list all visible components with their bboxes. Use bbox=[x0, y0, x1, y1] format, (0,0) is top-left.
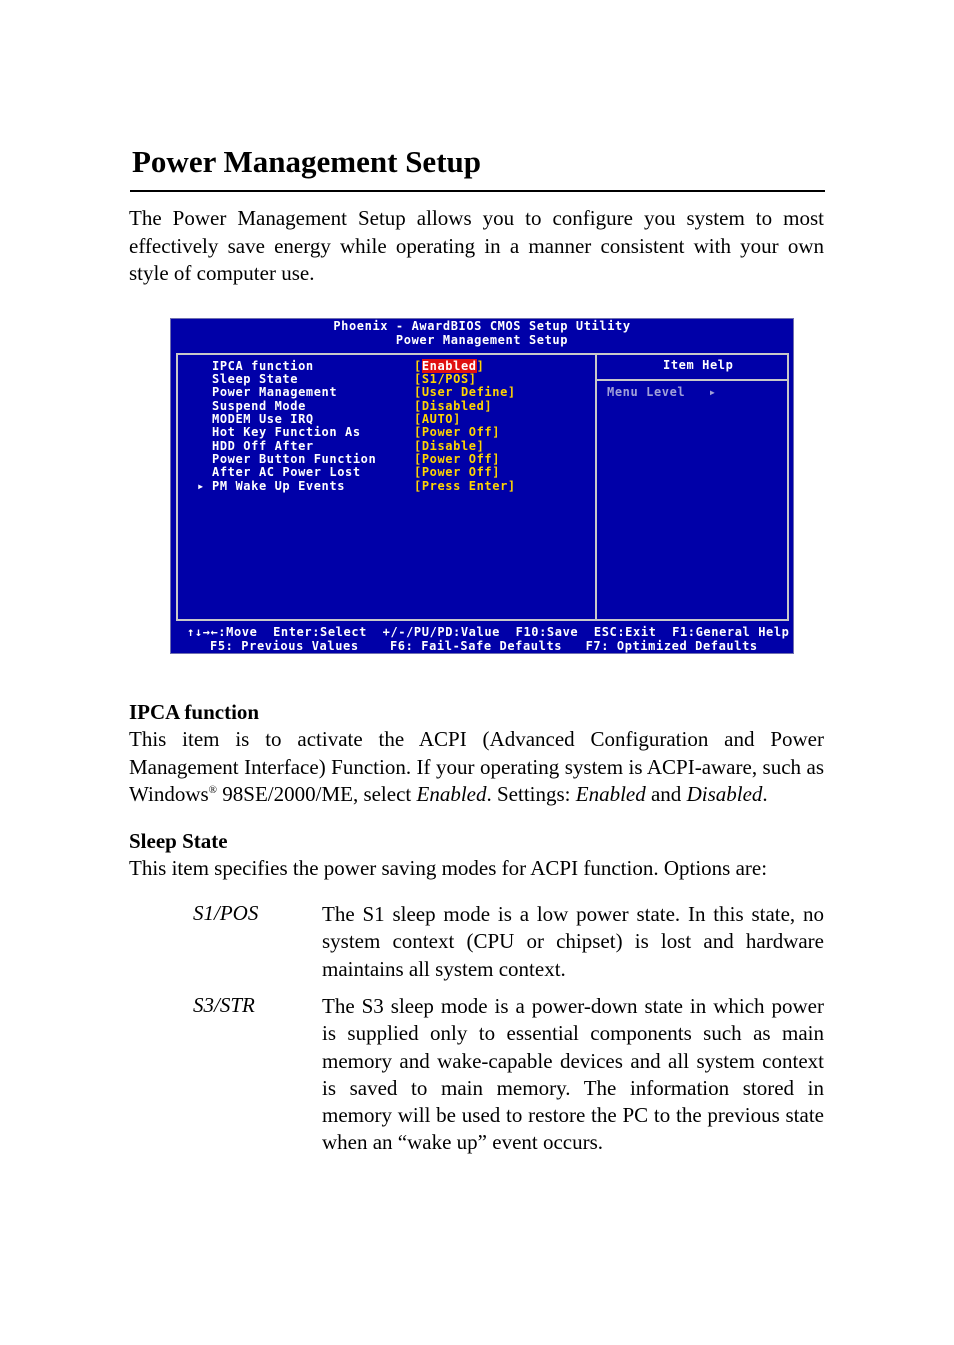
bios-frame-divider bbox=[595, 353, 597, 621]
ipca-text: 98SE/2000/ME, select bbox=[217, 782, 417, 806]
bios-subtitle: Power Management Setup bbox=[395, 333, 569, 347]
submenu-arrow-icon: ▸ bbox=[197, 479, 205, 493]
item-help-title: Item Help bbox=[663, 358, 734, 372]
ipca-paragraph bbox=[129, 726, 824, 809]
intro-paragraph: The Power Management Setup allows you to configure you system to most effectively save energy while operating in a manner consistent with your own style of computer use. bbox=[129, 206, 824, 285]
bios-item-value[interactable]: [Power Off] bbox=[414, 425, 501, 439]
selected-value[interactable]: Enabled bbox=[421, 359, 477, 373]
sleep-state-paragraph: This item specifies the power saving modes for ACPI function. Options are: bbox=[129, 856, 768, 880]
bios-item-value[interactable]: [Power Off] bbox=[414, 452, 501, 466]
option-term: S3/STR bbox=[193, 993, 255, 1017]
menu-level-label: Menu Level ▸ bbox=[607, 385, 717, 399]
bios-item-value[interactable]: [Power Off] bbox=[414, 465, 501, 479]
page-title: Power Management Setup bbox=[132, 144, 481, 179]
ipca-text: and bbox=[645, 782, 687, 806]
bios-item-label[interactable]: Power Button Function bbox=[212, 452, 377, 466]
bios-item-value[interactable]: [Disable] bbox=[414, 439, 485, 453]
option-description: The S1 sleep mode is a low power state. In this state, no system context (CPU or chipset) is lost and hardware maintains all system context. bbox=[322, 902, 824, 981]
bios-item-label[interactable]: Sleep State bbox=[212, 372, 299, 386]
option-description: The S3 sleep mode is a power-down state in which power is supplied only to essential components such as main memory and wake-capable devices and all system context is saved to main memory. The information stored in memory will be used to restore the PC to the previous state when an “wake up” event occurs. bbox=[322, 994, 824, 1155]
title-rule bbox=[130, 190, 825, 192]
bios-item-value[interactable]: [Enabled] bbox=[414, 359, 485, 373]
bios-item-value[interactable]: [Press Enter] bbox=[414, 479, 516, 493]
bios-footer-keys: ↑↓→←:Move Enter:Select +/-/PU/PD:Value F10:Save ESC:Exit F1:General Help bbox=[187, 625, 790, 639]
ipca-heading: IPCA function bbox=[129, 700, 260, 724]
bios-item-value[interactable]: [S1/POS] bbox=[414, 372, 477, 386]
bios-footer-defaults: F5: Previous Values F6: Fail-Safe Defaults F7: Optimized Defaults bbox=[210, 639, 758, 653]
ipca-setting-disabled: Disabled bbox=[686, 782, 763, 806]
bios-item-value[interactable]: [User Define] bbox=[414, 385, 516, 399]
bios-title: Phoenix - AwardBIOS CMOS Setup Utility bbox=[333, 319, 631, 333]
bios-item-label[interactable]: Hot Key Function As bbox=[212, 425, 361, 439]
bios-item-value[interactable]: [Disabled] bbox=[414, 399, 493, 413]
bios-item-label[interactable]: MODEM Use IRQ bbox=[212, 412, 314, 426]
ipca-text: . Settings: bbox=[486, 782, 576, 806]
registered-mark: ® bbox=[208, 784, 218, 796]
option-term: S1/POS bbox=[193, 901, 259, 925]
help-divider bbox=[597, 379, 789, 381]
bios-item-label[interactable]: PM Wake Up Events bbox=[212, 479, 346, 493]
bios-screen bbox=[170, 318, 794, 654]
ipca-text: . bbox=[762, 782, 768, 806]
bios-item-label[interactable]: IPCA function bbox=[212, 359, 314, 373]
bios-item-label[interactable]: HDD Off After bbox=[212, 439, 314, 453]
sleep-state-heading: Sleep State bbox=[129, 829, 228, 853]
bios-item-value[interactable]: [AUTO] bbox=[414, 412, 461, 426]
ipca-enabled: Enabled bbox=[416, 782, 487, 806]
bios-item-label[interactable]: After AC Power Lost bbox=[212, 465, 361, 479]
bios-item-label[interactable]: Power Management bbox=[212, 385, 338, 399]
bios-item-label[interactable]: Suspend Mode bbox=[212, 399, 306, 413]
ipca-setting-enabled: Enabled bbox=[575, 782, 646, 806]
ipca-text: This item is to activate the ACPI (Advanced Configuration and Power Management Interface) Function. If your operating system is ACPI-aware, such as Windows bbox=[129, 727, 824, 806]
